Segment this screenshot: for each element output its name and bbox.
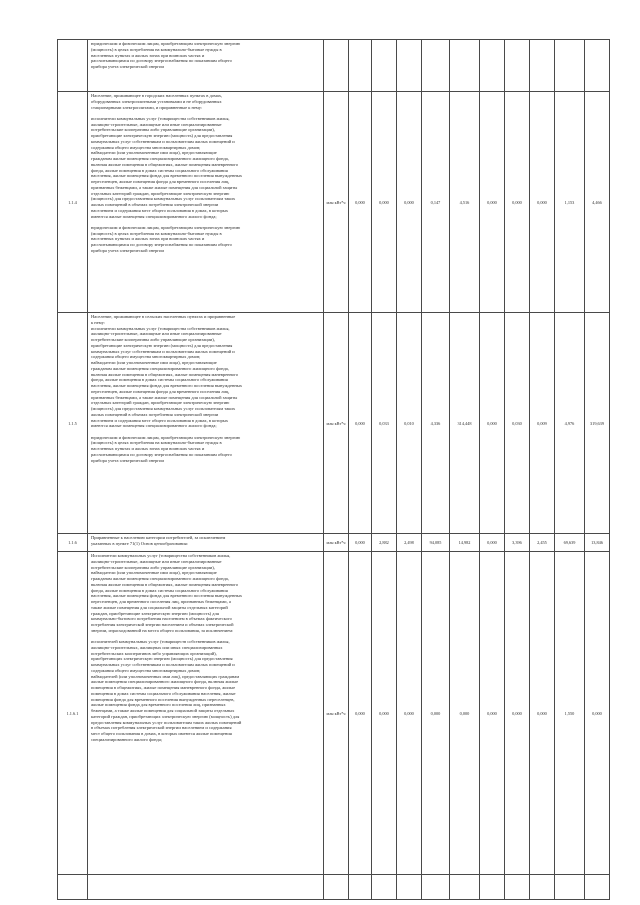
description-paragraph: Приравненные к населению категории потребителей, за исключением указанных в пункте 71(1) Основ ценообразования:: [91, 535, 226, 546]
row-code: [58, 40, 88, 92]
value-cell: 0,000: [505, 92, 530, 313]
value-cell: 69,639: [555, 534, 585, 552]
value-cell: 0,000: [349, 92, 372, 313]
value-cell: 0,000: [480, 534, 505, 552]
value-cell: 4,466: [585, 92, 610, 313]
value-cell: 1,153: [555, 92, 585, 313]
row-description: [88, 875, 324, 900]
value-cell: [555, 40, 585, 92]
row-description: [88, 92, 324, 313]
row-unit: млн кВт*ч: [324, 313, 349, 534]
value-cell: 94,085: [422, 534, 450, 552]
value-cell: 0,000: [349, 313, 372, 534]
value-cell: 2,882: [372, 534, 397, 552]
description-paragraph: Исполнители коммунальных услуг (товарищества собственников жилья, жилищно-строительные, жилищные или иные специализированные потребительские кооперативы либо управляющие организации), наймодатели (или уполномоченные ими лица), предоставляющие гражданам жилые помещения специализированного жилищного фонда, включая жилые помещения в общежитиях, жилые помещения маневренного фонда, жилые помещения в домах системы социального обслуживания населения, жилые помещения фонда для временного поселения вынужденных переселенцев, для временного поселения лиц, признанных беженцами, а также жилые помещения для социальной защиты отдельных категорий граждан, приобретающие электрическую энергию (мощность) для коммунально-бытового потребления населением в объемах фактического потребления электрической энергии населением и объемах электрической энергии, израсходованной на места общего пользования, за исключением:: [91, 553, 243, 633]
value-cell: [585, 875, 610, 900]
table-row: [58, 92, 610, 313]
value-cell: 0,000: [349, 534, 372, 552]
value-cell: [530, 40, 555, 92]
row-code: 1.1.4: [58, 92, 88, 313]
row-code: 1.1.5: [58, 313, 88, 534]
value-cell: 2,455: [530, 534, 555, 552]
value-cell: 0,000: [372, 552, 397, 875]
table-row: [58, 534, 610, 552]
table-body: [58, 40, 610, 900]
value-cell: 0,000: [480, 552, 505, 875]
value-cell: 13,846: [585, 534, 610, 552]
value-cell: 0,000: [422, 552, 450, 875]
value-cell: 0,000: [505, 552, 530, 875]
tariff-table: [57, 39, 610, 900]
value-cell: [505, 875, 530, 900]
table-row: [58, 40, 610, 92]
row-unit: [324, 875, 349, 900]
value-cell: 0,033: [372, 313, 397, 534]
table-row: [58, 313, 610, 534]
value-cell: 4,516: [450, 92, 480, 313]
value-cell: [372, 875, 397, 900]
value-cell: [585, 40, 610, 92]
value-cell: [422, 875, 450, 900]
row-unit: млн кВт*ч: [324, 552, 349, 875]
row-unit: млн кВт*ч: [324, 534, 349, 552]
value-cell: 0,000: [480, 313, 505, 534]
description-paragraph: юридическим и физическим лицам, приобретающим электрическую энергию (мощность) в целях потребления на коммунально-бытовые нужды в населенных пунктах и жилых зонах при воинских частях и рассчитывающимся по договору энергоснабжения по показаниям общего прибора учета электрической энергии: [91, 434, 241, 463]
row-code: 1.1.6: [58, 534, 88, 552]
value-cell: 0,000: [349, 552, 372, 875]
value-cell: [450, 875, 480, 900]
value-cell: 4,336: [422, 313, 450, 534]
description-paragraph: юридическим и физическим лицам, приобретающим электрическую энергию (мощность) в целях потребления на коммунально-бытовые нужды в населенных пунктах и жилых зонах при воинских частях и рассчитывающимся по договору энергоснабжения по показаниям общего прибора учета электрической энергии: [91, 41, 241, 69]
row-description: [88, 40, 324, 92]
value-cell: 14,982: [450, 534, 480, 552]
value-cell: [397, 875, 422, 900]
value-cell: 314,448: [450, 313, 480, 534]
value-cell: 3,396: [505, 534, 530, 552]
value-cell: 4,976: [555, 313, 585, 534]
value-cell: [505, 40, 530, 92]
value-cell: [480, 40, 505, 92]
value-cell: 0,000: [450, 552, 480, 875]
description-paragraph: исполнители коммунальных услуг (товарищества собственников жилья, жилищно-строительные, жилищные или иные специализированные потребительские кооперативы либо управляющие организации), приобретающие электрическую энергию (мощность) для предоставления коммунальных услуг собственникам и пользователям жилых помещений и содержания общего имущества многоквартирных домов; наймодатели (или уполномоченные ими лица), предоставляющие гражданам жилые помещения специализированного жилищного фонда, включая жилые помещения в общежитиях, жилые помещения маневренного фонда, жилые помещения в домах системы социального обслуживания населения, жилые помещения фонда для временного поселения вынужденных переселенцев, жилые помещения фонда для временного поселения лиц, признанных беженцами, а также жилые помещения для социальной защиты отдельных категорий граждан, приобретающие электрическую энергию (мощность) для предоставления коммунальных услуг пользователям таких жилых помещений в объемах потребления электрической энергии населением и содержания мест общего пользования в домах, в которых имеются жилые помещения специализированного жилого фонда;: [91, 115, 243, 219]
description-paragraph: Население, проживающее в сельских населенных пунктах и приравненные к нему: исполнители коммунальных услуг (товарищества собственников жилья, жилищно-строительные, жилищные или иные специализированные потребительские кооперативы либо управляющие организации), приобретающие электрическую энергию (мощность) для предоставления коммунальных услуг собственникам и пользователям жилых помещений и содержания общего имущества многоквартирных домов; наймодатели (или уполномоченные ими лица), предоставляющие гражданам жилые помещения специализированного жилищного фонда, включая жилые помещения в общежитиях, жилые помещения маневренного фонда, жилые помещения в домах системы социального обслуживания населения, жилые помещения фонда для временного поселения вынужденных переселенцев, жилые помещения фонда для временного поселения лиц, признанных беженцами, а также жилые помещения для социальной защиты отдельных категорий граждан, приобретающие электрическую энергию (мощность) для предоставления коммунальных услуг пользователям таких жилых помещений в объемах потребления электрической энергии населением и содержания мест общего пользования в домах, в которых имеются жилые помещения специализированного жилого фонда;: [91, 314, 243, 429]
value-cell: 0,000: [530, 92, 555, 313]
row-unit: [324, 40, 349, 92]
value-cell: 0,000: [585, 552, 610, 875]
description-paragraph: исполнителей коммунальных услуг (товариществ собственников жилья, жилищно-строительных, жилищных или иных специализированных потребительских кооперативов либо управляющих организаций), приобретающих электрическую энергию (мощность) для предоставления коммунальных услуг собственникам и пользователям жилых помещений и содержания общего имущества многоквартирных домов; наймодателей (или уполномоченных ими лиц), предоставляющих гражданам жилые помещения специализированного жилищного фонда, включая жилые помещения в общежитиях, жилые помещения маневренного фонда, жилые помещения в домах системы социального обслуживания населения, жилые помещения фонда для временного поселения вынужденных переселенцев, жилые помещения фонда для временного поселения лиц, признанных беженцами, а также жилые помещения для социальной защиты отдельных категорий граждан, приобретающих электрическую энергию (мощность) для предоставления коммунальных услуг пользователям таких жилых помещений в объемах потребления электрической энергии населением и содержания мест общего пользования в домах, в которых имеются жилые помещения специализированного жилого фонда;: [91, 639, 242, 742]
value-cell: 0,000: [480, 92, 505, 313]
value-cell: [450, 40, 480, 92]
table-row: [58, 875, 610, 900]
value-cell: 319,639: [585, 313, 610, 534]
value-cell: 0,000: [530, 552, 555, 875]
value-cell: 0,010: [397, 313, 422, 534]
row-description: [88, 552, 324, 875]
value-cell: [397, 40, 422, 92]
value-cell: 0,009: [530, 313, 555, 534]
value-cell: 0,147: [422, 92, 450, 313]
description-paragraph: Население, проживающее в городских населенных пунктах в домах, оборудованных электроплитными установками и не оборудованных стационарными электроплитами, и приравненные к нему:: [91, 93, 223, 110]
row-code: [58, 875, 88, 900]
value-cell: 0,030: [505, 313, 530, 534]
table-row: [58, 552, 610, 875]
row-unit: млн кВт*ч: [324, 92, 349, 313]
row-description: [88, 534, 324, 552]
value-cell: 0,000: [397, 92, 422, 313]
value-cell: [530, 875, 555, 900]
description-paragraph: юридическим и физическим лицам, приобретающим электрическую энергию (мощность) в целях потребления на коммунально-бытовые нужды в населенных пунктах и жилых зонах при воинских частях и рассчитывающимся по договору энергоснабжения по показаниям общего прибора учета электрической энергии: [91, 224, 241, 253]
row-code: 1.1.6.1: [58, 552, 88, 875]
value-cell: 2,498: [397, 534, 422, 552]
value-cell: [349, 875, 372, 900]
value-cell: [349, 40, 372, 92]
value-cell: [422, 40, 450, 92]
value-cell: 0,000: [372, 92, 397, 313]
value-cell: [372, 40, 397, 92]
row-description: [88, 313, 324, 534]
value-cell: [480, 875, 505, 900]
value-cell: 1,550: [555, 552, 585, 875]
value-cell: 0,000: [397, 552, 422, 875]
value-cell: [555, 875, 585, 900]
